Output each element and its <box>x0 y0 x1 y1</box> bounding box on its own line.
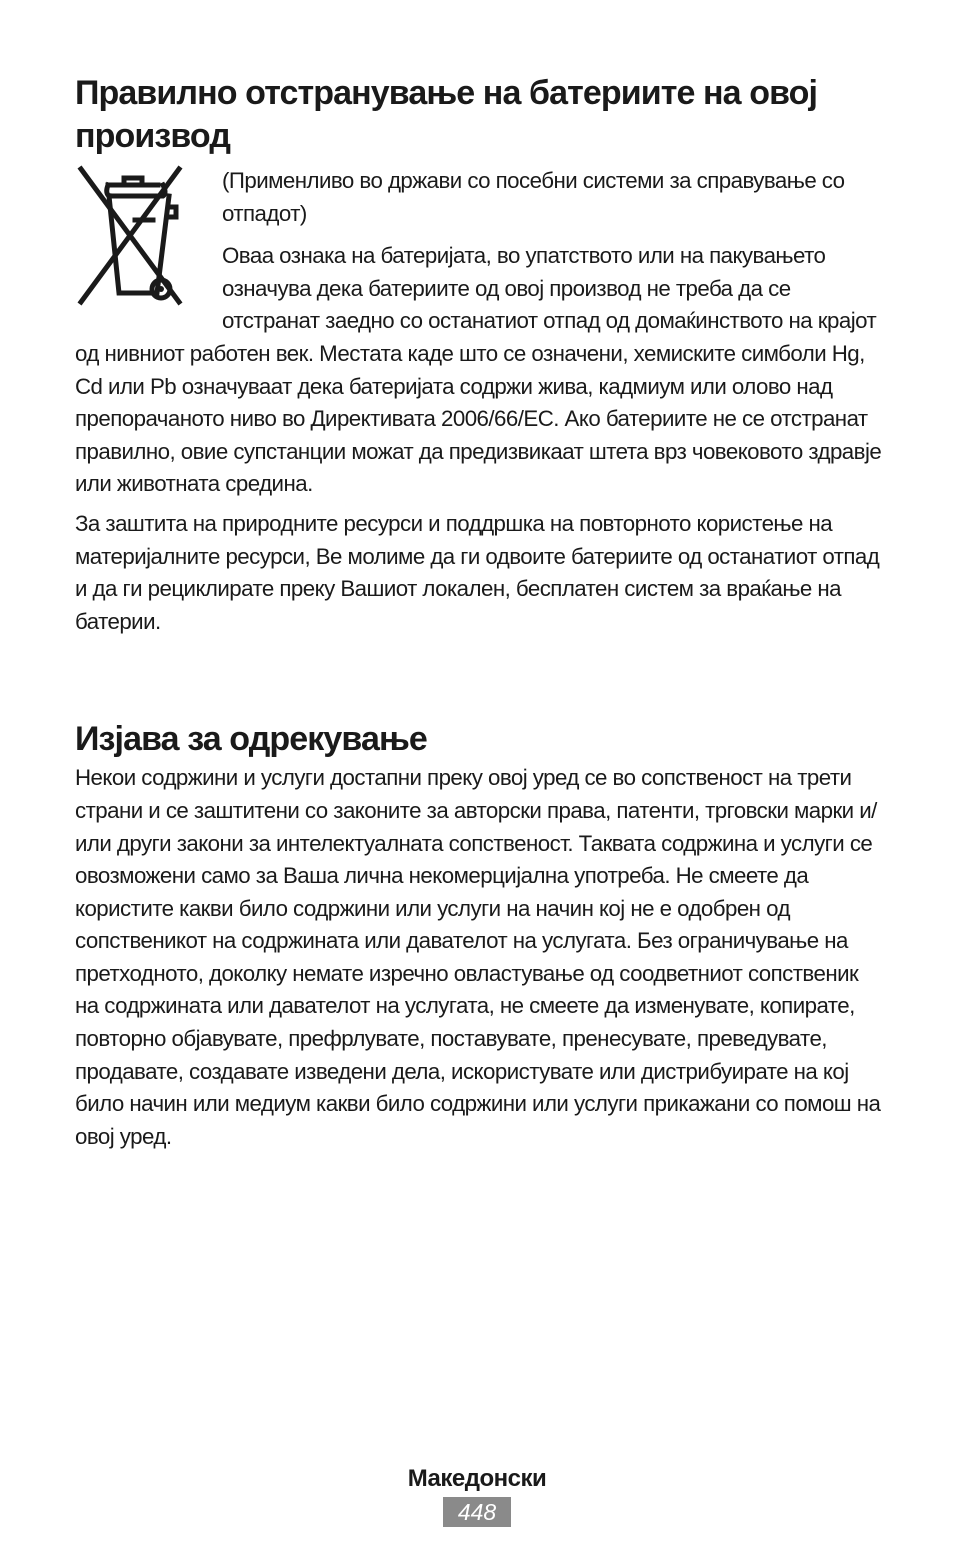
page-number: 448 <box>443 1497 511 1527</box>
battery-mark-paragraph: Оваа ознака на батеријата, во упатството или на пакувањето означува дека батериите од овој производ не треба да се отстранат заедно со останатиот отпад од домаќинството на крајот од нивниот работен век. Местата каде што се означени, хемиските симболи Hg, Cd или Pb означуваат дека батеријата содржи жива, кадмиум или олово над препорачаното ниво во Директивата 2006/66/EC. Ако батериите не се отстранат правилно, овие супстанции можат да предизвикаат штета врз човековото здравје или животната средина. <box>75 243 882 497</box>
disclaimer-paragraph: Некои содржини и услуги достапни преку овој уред се во сопственост на трети страни и се заштитени со законите за авторски права, патенти, трговски марки и/или други закони за интелектуалната сопственост. Таквата содржина и услуги се овозможени само за Ваша лична некомерцијална употреба. Не смеете да користите какви било содржини или услуги на начин кој не е одобрен од сопственикот на содржината или давателот на услугата. Без ограничување на претходното, доколку немате изречно овластување од соодветниот сопственик на содржината или давателот на услугата, не смеете да изменувате, копирате, повторно објавувате, префрлувате, поставувате, пренесувате, преведувате, продавате, создавате изведени дела, искористувате или дистрибуирате на кој било начин или медиум какви било содржини или услуги прикажани со помош на овој уред. <box>75 765 881 1149</box>
page-content <box>75 72 885 1153</box>
page-footer <box>0 1462 954 1527</box>
applicability-note: (Применливо во држави со посебни системи за справување со отпадот) <box>222 168 845 226</box>
section-spacer <box>75 638 885 718</box>
disclaimer-heading: Изјава за одрекување <box>75 720 427 759</box>
footer-language-label: Македонски <box>407 1465 547 1492</box>
battery-disposal-section <box>75 165 885 638</box>
battery-disposal-heading: Правилно отстранување на батериите на овој производ <box>75 74 818 155</box>
crossed-out-wheelie-bin-icon <box>75 165 185 315</box>
recycle-paragraph: За заштита на природните ресурси и поддршка на повторното користење на материјалните ресурси, Ве молиме да ги одвоите батериите од останатиот отпад и да ги рециклирате преку Вашиот локален, бесплатен систем за враќање на батерии. <box>75 510 880 634</box>
